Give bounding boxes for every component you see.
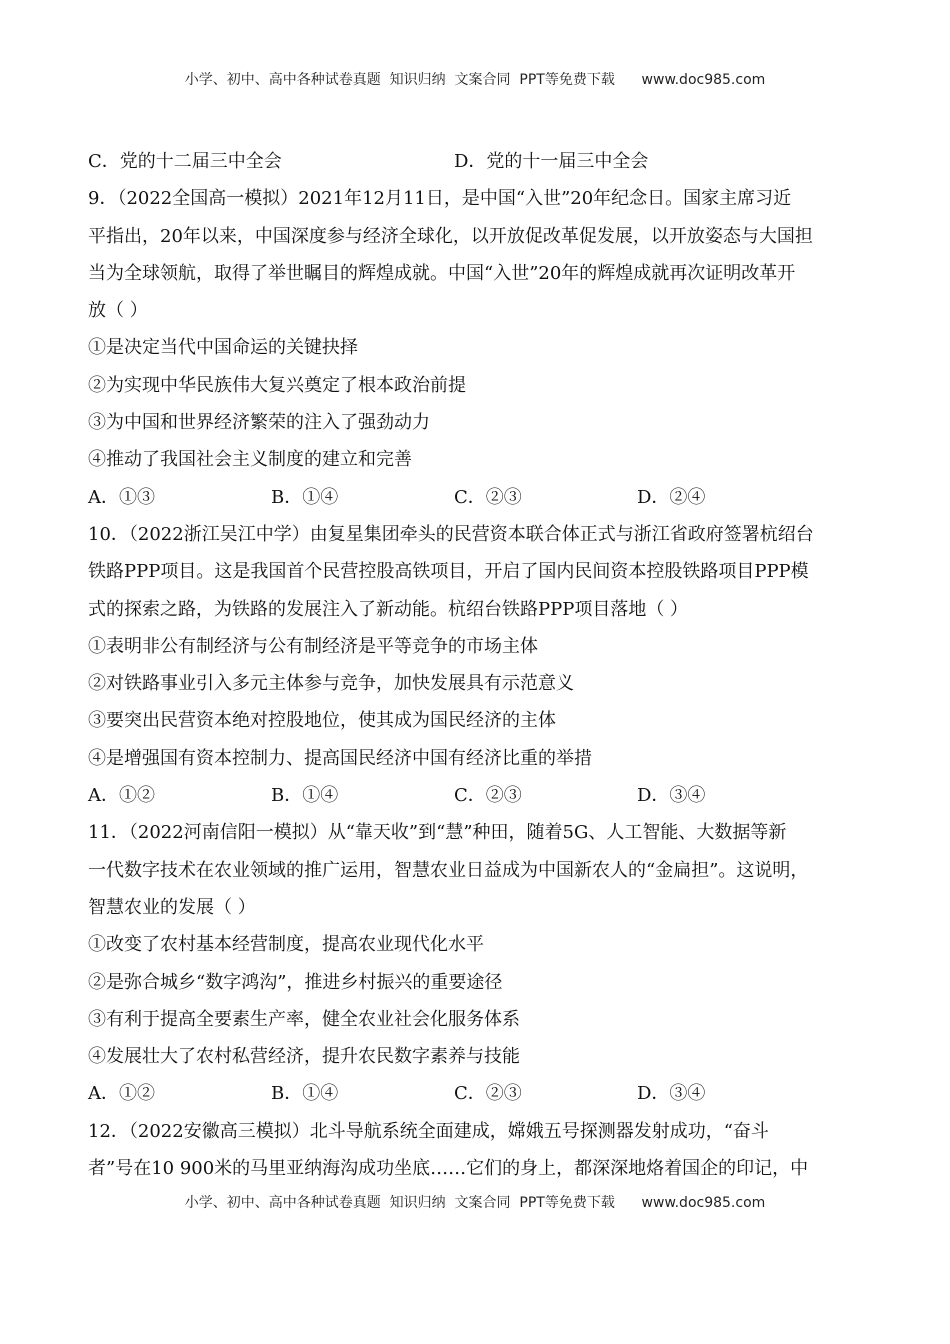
question-stem-line: 平指出，20年以来，中国深度参与经济全球化，以开放促改革促发展，以开放姿态与大国担 [88,225,813,247]
statement: ③要突出民营资本绝对控股地位，使其成为国民经济的主体 [88,710,556,732]
question-11 [88,814,878,1112]
question-12 [88,1113,878,1188]
statement: ④发展壮大了农村私营经济，提升农民数字素养与技能 [88,1046,520,1068]
question-stem-line: 10．（2022浙江吴江中学）由复星集团牵头的民营资本联合体正式与浙江省政府签署杭绍台 [88,523,814,545]
question-stem-line: 当为全球领航，取得了举世瞩目的辉煌成就。中国“入世”20年的辉煌成就再次证明改革开 [88,262,796,284]
question-stem-line: 9．（2022全国高一模拟）2021年12月11日，是中国“入世”20年纪念日。国家主席习近 [88,188,792,210]
option-b: B．①④ [271,1083,339,1105]
statement: ②是弥合城乡“数字鸿沟”，推进乡村振兴的重要途径 [88,971,503,993]
question-9 [88,180,878,516]
statement: ③有利于提高全要素生产率，健全农业社会化服务体系 [88,1008,520,1030]
option-a: A．①② [88,1083,155,1105]
option-a: A．①② [88,785,155,807]
question-stem-line: 者”号在10 900米的马里亚纳海沟成功坐底……它们的身上，都深深地烙着国企的印记，中 [88,1158,809,1180]
question-stem-line: 11．（2022河南信阳一模拟）从“靠天收”到“慧”种田，随着5G、人工智能、大数据等新 [88,822,787,844]
option-c: C．党的十二届三中全会 [88,151,282,172]
statement: ②为实现中华民族伟大复兴奠定了根本政治前提 [88,374,466,396]
statement: ③为中国和世界经济繁荣的注入了强劲动力 [88,412,430,434]
statement: ①是决定当代中国命运的关键抉择 [88,337,358,359]
statement: ④推动了我国社会主义制度的建立和完善 [88,449,412,471]
question-stem-line: 12．（2022安徽高三模拟）北斗导航系统全面建成，嫦娥五号探测器发射成功，“奋斗 [88,1120,769,1142]
question-stem-line: 智慧农业的发展（ ） [88,896,256,918]
question-10 [88,516,878,814]
page-footer: 小学、初中、高中各种试卷真题 知识归纳 文案合同 PPT等免费下载 www.doc985.com [184,1195,766,1211]
option-d: D．③④ [637,785,706,807]
option-d: D．党的十一届三中全会 [454,151,649,172]
option-c: C．②③ [454,1083,522,1105]
option-d: D．③④ [637,1083,706,1105]
option-a: A．①③ [88,486,155,508]
option-d: D．②④ [637,486,706,508]
question-stem-line: 式的探索之路，为铁路的发展注入了新动能。杭绍台铁路PPP项目落地（ ） [88,598,689,620]
statement: ②对铁路事业引入多元主体参与竞争，加快发展具有示范意义 [88,673,574,695]
option-b: B．①④ [271,486,339,508]
question-stem-line: 铁路PPP项目。这是我国首个民营控股高铁项目，开启了国内民间资本控股铁路项目PPP模 [88,561,809,583]
question-stem-line: 放（ ） [88,300,148,322]
statement: ①表明非公有制经济与公有制经济是平等竞争的市场主体 [88,635,538,657]
option-c: C．②③ [454,486,522,508]
option-c: C．②③ [454,785,522,807]
answer-options [88,777,878,814]
statement: ④是增强国有资本控制力、提高国民经济中国有经济比重的举措 [88,747,592,769]
document-body [88,143,878,1187]
answer-options [88,1075,878,1112]
page-header: 小学、初中、高中各种试卷真题 知识归纳 文案合同 PPT等免费下载 www.doc985.com [184,72,766,88]
statement: ①改变了农村基本经营制度，提高农业现代化水平 [88,934,484,956]
previous-question-options [88,143,878,180]
option-b: B．①④ [271,785,339,807]
question-stem-line: 一代数字技术在农业领域的推广运用，智慧农业日益成为中国新农人的“金扁担”。这说明， [88,859,809,881]
answer-options [88,479,878,516]
